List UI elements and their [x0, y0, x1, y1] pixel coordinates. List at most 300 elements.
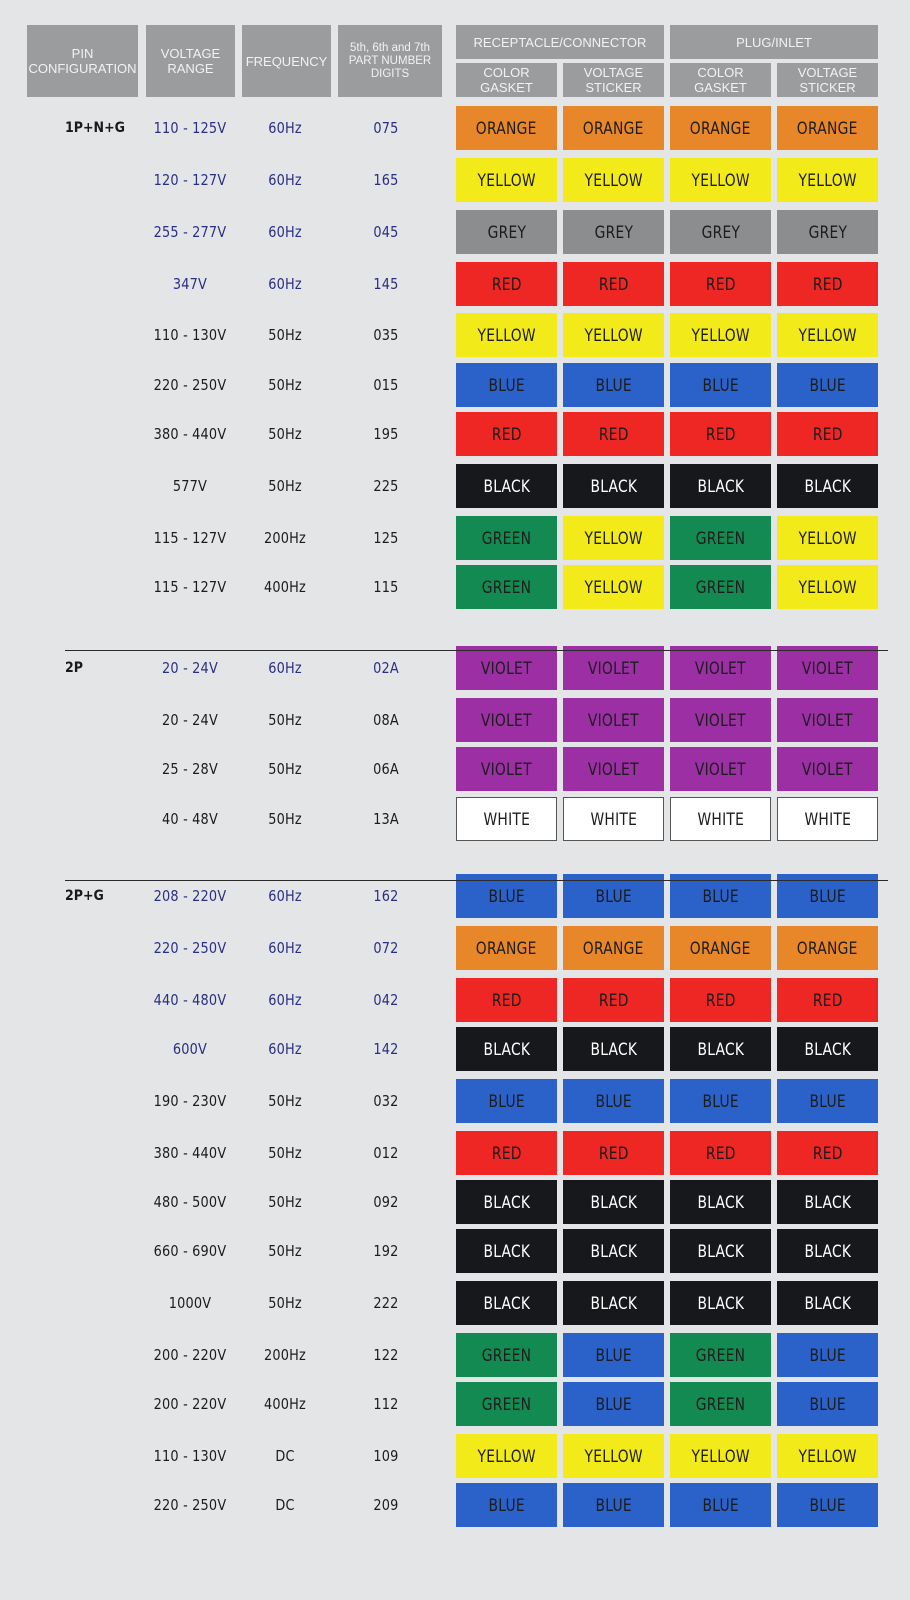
- chip-label: BLUE: [809, 1345, 846, 1365]
- receptacle-sticker-chip: [563, 158, 664, 202]
- table-row: [0, 363, 910, 407]
- receptacle-sticker-chip: [563, 698, 664, 742]
- voltage-range-cell: 115 - 127V: [153, 578, 227, 596]
- plug-sticker-chip: [777, 262, 878, 306]
- chip-label: RED: [705, 990, 736, 1010]
- receptacle-sticker-chip: [563, 797, 664, 841]
- part-number-cell: 195: [373, 425, 399, 443]
- chip-label: BLACK: [483, 476, 530, 496]
- receptacle-gasket-chip: [456, 1229, 557, 1273]
- table-row: [0, 158, 910, 202]
- table-row: [0, 1434, 910, 1478]
- plug-sticker-chip: [777, 747, 878, 791]
- chip-label: BLACK: [483, 1241, 530, 1261]
- plug-gasket-chip: [670, 1483, 771, 1527]
- chip-label: BLUE: [702, 886, 739, 906]
- voltage-range-cell: 660 - 690V: [153, 1242, 227, 1260]
- chip-label: RED: [812, 1143, 843, 1163]
- plug-gasket-chip: [670, 646, 771, 690]
- voltage-range-cell: 110 - 125V: [153, 119, 227, 137]
- voltage-range-cell: 220 - 250V: [153, 1496, 227, 1514]
- receptacle-sticker-chip: [563, 516, 664, 560]
- chip-label: ORANGE: [476, 118, 537, 138]
- chip-label: RED: [491, 274, 522, 294]
- receptacle-sticker-chip: [563, 646, 664, 690]
- part-number-cell: 06A: [373, 760, 399, 778]
- frequency-cell: 60Hz: [268, 659, 302, 677]
- chip-label: ORANGE: [583, 118, 644, 138]
- part-number-cell: 209: [373, 1496, 399, 1514]
- chip-label: BLACK: [483, 1039, 530, 1059]
- receptacle-gasket-chip: [456, 747, 557, 791]
- chip-label: VIOLET: [802, 759, 853, 779]
- voltage-range-cell: 440 - 480V: [153, 991, 227, 1009]
- receptacle-sticker-chip: [563, 747, 664, 791]
- chip-label: BLACK: [590, 1293, 637, 1313]
- plug-sticker-chip: [777, 1079, 878, 1123]
- chip-label: VIOLET: [588, 658, 639, 678]
- chip-label: YELLOW: [584, 1446, 643, 1466]
- plug-gasket-chip: [670, 797, 771, 841]
- part-number-cell: 109: [373, 1447, 399, 1465]
- plug-sticker-chip: [777, 313, 878, 357]
- part-number-cell: 165: [373, 171, 399, 189]
- receptacle-gasket-chip: [456, 516, 557, 560]
- chip-label: RED: [598, 1143, 629, 1163]
- chip-label: BLACK: [804, 1241, 851, 1261]
- plug-sticker-chip: [777, 1281, 878, 1325]
- table-row: [0, 747, 910, 791]
- header-frequency: FREQUENCY: [242, 25, 331, 97]
- chip-label: BLUE: [702, 375, 739, 395]
- table-row: [0, 698, 910, 742]
- chip-label: YELLOW: [584, 170, 643, 190]
- chip-label: BLACK: [804, 1293, 851, 1313]
- table-row: [0, 1382, 910, 1426]
- voltage-range-cell: 380 - 440V: [153, 425, 227, 443]
- chip-label: BLUE: [595, 1495, 632, 1515]
- chip-label: BLACK: [804, 1192, 851, 1212]
- part-number-cell: 115: [373, 578, 399, 596]
- receptacle-gasket-chip: [456, 210, 557, 254]
- receptacle-gasket-chip: [456, 1079, 557, 1123]
- chip-label: BLUE: [809, 1091, 846, 1111]
- chip-label: GREEN: [481, 528, 532, 548]
- pin-configuration-label: 2P: [65, 660, 83, 676]
- chip-label: VIOLET: [481, 658, 532, 678]
- plug-sticker-chip: [777, 1483, 878, 1527]
- table-row: [0, 1027, 910, 1071]
- table-row: [0, 926, 910, 970]
- chip-label: VIOLET: [695, 759, 746, 779]
- part-number-cell: 035: [373, 326, 399, 344]
- receptacle-sticker-chip: [563, 412, 664, 456]
- frequency-cell: 50Hz: [268, 425, 302, 443]
- chip-label: ORANGE: [476, 938, 537, 958]
- plug-sticker-chip: [777, 363, 878, 407]
- chip-label: YELLOW: [477, 1446, 536, 1466]
- chip-label: YELLOW: [477, 325, 536, 345]
- chip-label: GREEN: [695, 1394, 746, 1414]
- table-row: [0, 1483, 910, 1527]
- frequency-cell: 50Hz: [268, 326, 302, 344]
- table-row: [0, 313, 910, 357]
- chip-label: BLUE: [595, 375, 632, 395]
- chip-label: RED: [598, 990, 629, 1010]
- part-number-cell: 045: [373, 223, 399, 241]
- plug-sticker-chip: [777, 1027, 878, 1071]
- chip-label: WHITE: [483, 809, 530, 829]
- plug-gasket-chip: [670, 747, 771, 791]
- voltage-range-cell: 600V: [172, 1040, 208, 1058]
- chip-label: RED: [598, 274, 629, 294]
- chip-label: YELLOW: [691, 170, 750, 190]
- plug-sticker-chip: [777, 978, 878, 1022]
- part-number-cell: 08A: [373, 711, 399, 729]
- chip-label: BLUE: [488, 1495, 525, 1515]
- chip-label: BLUE: [809, 1394, 846, 1414]
- receptacle-gasket-chip: [456, 565, 557, 609]
- header-receptacle-color-gasket: COLOR GASKET: [456, 63, 557, 97]
- chip-label: VIOLET: [802, 710, 853, 730]
- receptacle-gasket-chip: [456, 1483, 557, 1527]
- chip-label: VIOLET: [695, 658, 746, 678]
- plug-sticker-chip: [777, 565, 878, 609]
- plug-gasket-chip: [670, 1027, 771, 1071]
- chip-label: BLACK: [590, 1241, 637, 1261]
- receptacle-sticker-chip: [563, 565, 664, 609]
- chip-label: BLUE: [702, 1495, 739, 1515]
- chip-label: RED: [812, 274, 843, 294]
- voltage-range-cell: 20 - 24V: [162, 659, 218, 677]
- chip-label: BLUE: [809, 886, 846, 906]
- part-number-cell: 072: [373, 939, 399, 957]
- table-row: [0, 516, 910, 560]
- chip-label: BLACK: [804, 1039, 851, 1059]
- plug-gasket-chip: [670, 412, 771, 456]
- receptacle-sticker-chip: [563, 363, 664, 407]
- part-number-cell: 042: [373, 991, 399, 1009]
- frequency-cell: 50Hz: [268, 760, 302, 778]
- voltage-range-cell: 40 - 48V: [162, 810, 218, 828]
- voltage-range-cell: 200 - 220V: [153, 1346, 227, 1364]
- table-row: [0, 262, 910, 306]
- frequency-cell: 60Hz: [268, 223, 302, 241]
- chip-label: BLACK: [697, 1039, 744, 1059]
- plug-gasket-chip: [670, 516, 771, 560]
- part-number-cell: 125: [373, 529, 399, 547]
- plug-sticker-chip: [777, 464, 878, 508]
- voltage-range-cell: 190 - 230V: [153, 1092, 227, 1110]
- receptacle-gasket-chip: [456, 1281, 557, 1325]
- plug-gasket-chip: [670, 978, 771, 1022]
- chip-label: YELLOW: [584, 325, 643, 345]
- chip-label: YELLOW: [798, 1446, 857, 1466]
- table-row: [0, 646, 910, 690]
- table-row: [0, 464, 910, 508]
- chip-label: GREEN: [695, 1345, 746, 1365]
- frequency-cell: 60Hz: [268, 119, 302, 137]
- chip-label: BLUE: [595, 1394, 632, 1414]
- chip-label: BLACK: [483, 1192, 530, 1212]
- part-number-cell: 02A: [373, 659, 399, 677]
- chip-label: WHITE: [590, 809, 637, 829]
- part-number-cell: 222: [373, 1294, 399, 1312]
- voltage-range-cell: 347V: [172, 275, 208, 293]
- chip-label: GREY: [594, 222, 633, 242]
- frequency-cell: 60Hz: [268, 275, 302, 293]
- chip-label: ORANGE: [690, 118, 751, 138]
- table-row: [0, 797, 910, 841]
- plug-gasket-chip: [670, 1333, 771, 1377]
- frequency-cell: 50Hz: [268, 1092, 302, 1110]
- frequency-cell: DC: [275, 1496, 295, 1514]
- receptacle-gasket-chip: [456, 646, 557, 690]
- voltage-range-cell: 208 - 220V: [153, 887, 227, 905]
- plug-gasket-chip: [670, 1131, 771, 1175]
- chip-label: RED: [491, 1143, 522, 1163]
- plug-gasket-chip: [670, 698, 771, 742]
- header-part-number-digits: 5th, 6th and 7th PART NUMBER DIGITS: [338, 25, 442, 97]
- chip-label: BLUE: [702, 1091, 739, 1111]
- voltage-range-cell: 255 - 277V: [153, 223, 227, 241]
- receptacle-sticker-chip: [563, 262, 664, 306]
- frequency-cell: 50Hz: [268, 1144, 302, 1162]
- receptacle-sticker-chip: [563, 313, 664, 357]
- frequency-cell: 400Hz: [264, 578, 306, 596]
- chip-label: ORANGE: [797, 938, 858, 958]
- receptacle-gasket-chip: [456, 1180, 557, 1224]
- chip-label: BLACK: [590, 1039, 637, 1059]
- chip-label: BLACK: [804, 476, 851, 496]
- receptacle-gasket-chip: [456, 464, 557, 508]
- voltage-range-cell: 480 - 500V: [153, 1193, 227, 1211]
- part-number-cell: 015: [373, 376, 399, 394]
- frequency-cell: 60Hz: [268, 991, 302, 1009]
- chip-label: RED: [812, 990, 843, 1010]
- part-number-cell: 112: [373, 1395, 399, 1413]
- table-row: [0, 978, 910, 1022]
- part-number-cell: 012: [373, 1144, 399, 1162]
- part-number-cell: 162: [373, 887, 399, 905]
- plug-sticker-chip: [777, 926, 878, 970]
- receptacle-gasket-chip: [456, 106, 557, 150]
- chip-label: GREEN: [695, 577, 746, 597]
- header-plug-inlet: PLUG/INLET: [670, 25, 878, 59]
- chip-label: YELLOW: [691, 325, 750, 345]
- receptacle-gasket-chip: [456, 978, 557, 1022]
- chip-label: YELLOW: [798, 528, 857, 548]
- plug-sticker-chip: [777, 158, 878, 202]
- chip-label: GREEN: [481, 1394, 532, 1414]
- frequency-cell: 60Hz: [268, 887, 302, 905]
- receptacle-gasket-chip: [456, 1131, 557, 1175]
- table-row: [0, 1229, 910, 1273]
- voltage-range-cell: 25 - 28V: [162, 760, 218, 778]
- chip-label: VIOLET: [481, 759, 532, 779]
- frequency-cell: 60Hz: [268, 171, 302, 189]
- pin-configuration-label: 1P+N+G: [65, 120, 125, 136]
- plug-gasket-chip: [670, 464, 771, 508]
- receptacle-gasket-chip: [456, 797, 557, 841]
- group-separator: [65, 650, 888, 651]
- frequency-cell: 50Hz: [268, 1294, 302, 1312]
- table-row: [0, 1131, 910, 1175]
- chip-label: BLUE: [595, 1345, 632, 1365]
- receptacle-sticker-chip: [563, 210, 664, 254]
- receptacle-gasket-chip: [456, 1027, 557, 1071]
- receptacle-gasket-chip: [456, 1434, 557, 1478]
- chip-label: BLACK: [483, 1293, 530, 1313]
- plug-gasket-chip: [670, 262, 771, 306]
- plug-sticker-chip: [777, 1229, 878, 1273]
- chip-label: WHITE: [697, 809, 744, 829]
- table-row: [0, 1180, 910, 1224]
- plug-sticker-chip: [777, 698, 878, 742]
- part-number-cell: 092: [373, 1193, 399, 1211]
- receptacle-gasket-chip: [456, 262, 557, 306]
- plug-sticker-chip: [777, 1180, 878, 1224]
- voltage-range-cell: 200 - 220V: [153, 1395, 227, 1413]
- header-voltage-range: VOLTAGE RANGE: [146, 25, 235, 97]
- receptacle-sticker-chip: [563, 464, 664, 508]
- header-pin-configuration: PIN CONFIGURATION: [27, 25, 138, 97]
- frequency-cell: 50Hz: [268, 1193, 302, 1211]
- group-separator: [65, 880, 888, 881]
- plug-gasket-chip: [670, 1079, 771, 1123]
- chip-label: GREEN: [481, 1345, 532, 1365]
- table-row: [0, 1333, 910, 1377]
- receptacle-gasket-chip: [456, 412, 557, 456]
- chip-label: YELLOW: [691, 1446, 750, 1466]
- chip-label: ORANGE: [690, 938, 751, 958]
- frequency-cell: 400Hz: [264, 1395, 306, 1413]
- receptacle-sticker-chip: [563, 1229, 664, 1273]
- frequency-cell: 60Hz: [268, 1040, 302, 1058]
- frequency-cell: 50Hz: [268, 711, 302, 729]
- chip-label: YELLOW: [798, 325, 857, 345]
- part-number-cell: 075: [373, 119, 399, 137]
- plug-sticker-chip: [777, 516, 878, 560]
- frequency-cell: 200Hz: [264, 1346, 306, 1364]
- plug-sticker-chip: [777, 210, 878, 254]
- header-plug-color-gasket: COLOR GASKET: [670, 63, 771, 97]
- voltage-range-cell: 110 - 130V: [153, 1447, 227, 1465]
- receptacle-gasket-chip: [456, 926, 557, 970]
- part-number-cell: 142: [373, 1040, 399, 1058]
- chip-label: ORANGE: [797, 118, 858, 138]
- receptacle-sticker-chip: [563, 106, 664, 150]
- chip-label: GREY: [701, 222, 740, 242]
- receptacle-gasket-chip: [456, 158, 557, 202]
- plug-gasket-chip: [670, 158, 771, 202]
- chip-label: BLUE: [595, 886, 632, 906]
- receptacle-gasket-chip: [456, 698, 557, 742]
- frequency-cell: 50Hz: [268, 477, 302, 495]
- voltage-range-cell: 1000V: [168, 1294, 212, 1312]
- receptacle-sticker-chip: [563, 1281, 664, 1325]
- receptacle-sticker-chip: [563, 926, 664, 970]
- chip-label: GREY: [487, 222, 526, 242]
- receptacle-sticker-chip: [563, 1079, 664, 1123]
- chip-label: BLUE: [595, 1091, 632, 1111]
- header-receptacle-voltage-sticker: VOLTAGE STICKER: [563, 63, 664, 97]
- chip-label: RED: [598, 424, 629, 444]
- chip-label: BLUE: [488, 886, 525, 906]
- chip-label: BLACK: [697, 1192, 744, 1212]
- chip-label: RED: [491, 424, 522, 444]
- plug-sticker-chip: [777, 1382, 878, 1426]
- voltage-range-cell: 115 - 127V: [153, 529, 227, 547]
- plug-sticker-chip: [777, 1131, 878, 1175]
- receptacle-sticker-chip: [563, 1333, 664, 1377]
- plug-gasket-chip: [670, 363, 771, 407]
- chip-label: YELLOW: [584, 577, 643, 597]
- part-number-cell: 13A: [373, 810, 399, 828]
- chip-label: VIOLET: [588, 759, 639, 779]
- chip-label: RED: [491, 990, 522, 1010]
- chip-label: BLACK: [590, 476, 637, 496]
- receptacle-gasket-chip: [456, 313, 557, 357]
- plug-gasket-chip: [670, 1180, 771, 1224]
- receptacle-sticker-chip: [563, 1382, 664, 1426]
- frequency-cell: 60Hz: [268, 939, 302, 957]
- voltage-range-cell: 220 - 250V: [153, 939, 227, 957]
- plug-gasket-chip: [670, 565, 771, 609]
- voltage-range-cell: 220 - 250V: [153, 376, 227, 394]
- frequency-cell: 50Hz: [268, 376, 302, 394]
- plug-sticker-chip: [777, 1434, 878, 1478]
- receptacle-sticker-chip: [563, 1483, 664, 1527]
- header-plug-voltage-sticker: VOLTAGE STICKER: [777, 63, 878, 97]
- chip-label: VIOLET: [588, 710, 639, 730]
- plug-sticker-chip: [777, 797, 878, 841]
- table-row: [0, 1079, 910, 1123]
- table-row: [0, 210, 910, 254]
- receptacle-gasket-chip: [456, 363, 557, 407]
- voltage-range-cell: 20 - 24V: [162, 711, 218, 729]
- plug-gasket-chip: [670, 210, 771, 254]
- chip-label: BLACK: [697, 1241, 744, 1261]
- plug-gasket-chip: [670, 1229, 771, 1273]
- voltage-range-cell: 380 - 440V: [153, 1144, 227, 1162]
- table-row: [0, 1281, 910, 1325]
- voltage-range-cell: 577V: [172, 477, 208, 495]
- chip-label: RED: [705, 424, 736, 444]
- chip-label: RED: [705, 274, 736, 294]
- receptacle-sticker-chip: [563, 978, 664, 1022]
- voltage-range-cell: 120 - 127V: [153, 171, 227, 189]
- chip-label: YELLOW: [798, 170, 857, 190]
- plug-gasket-chip: [670, 313, 771, 357]
- table-row: [0, 565, 910, 609]
- receptacle-sticker-chip: [563, 1434, 664, 1478]
- plug-gasket-chip: [670, 1434, 771, 1478]
- chip-label: RED: [705, 1143, 736, 1163]
- chip-label: BLUE: [809, 375, 846, 395]
- receptacle-sticker-chip: [563, 1180, 664, 1224]
- pin-configuration-label: 2P+G: [65, 888, 104, 904]
- chip-label: VIOLET: [802, 658, 853, 678]
- chip-label: GREY: [808, 222, 847, 242]
- receptacle-gasket-chip: [456, 1333, 557, 1377]
- chip-label: YELLOW: [584, 528, 643, 548]
- frequency-cell: 50Hz: [268, 810, 302, 828]
- chip-label: BLACK: [697, 476, 744, 496]
- chip-label: YELLOW: [798, 577, 857, 597]
- chip-label: RED: [812, 424, 843, 444]
- chip-label: GREEN: [481, 577, 532, 597]
